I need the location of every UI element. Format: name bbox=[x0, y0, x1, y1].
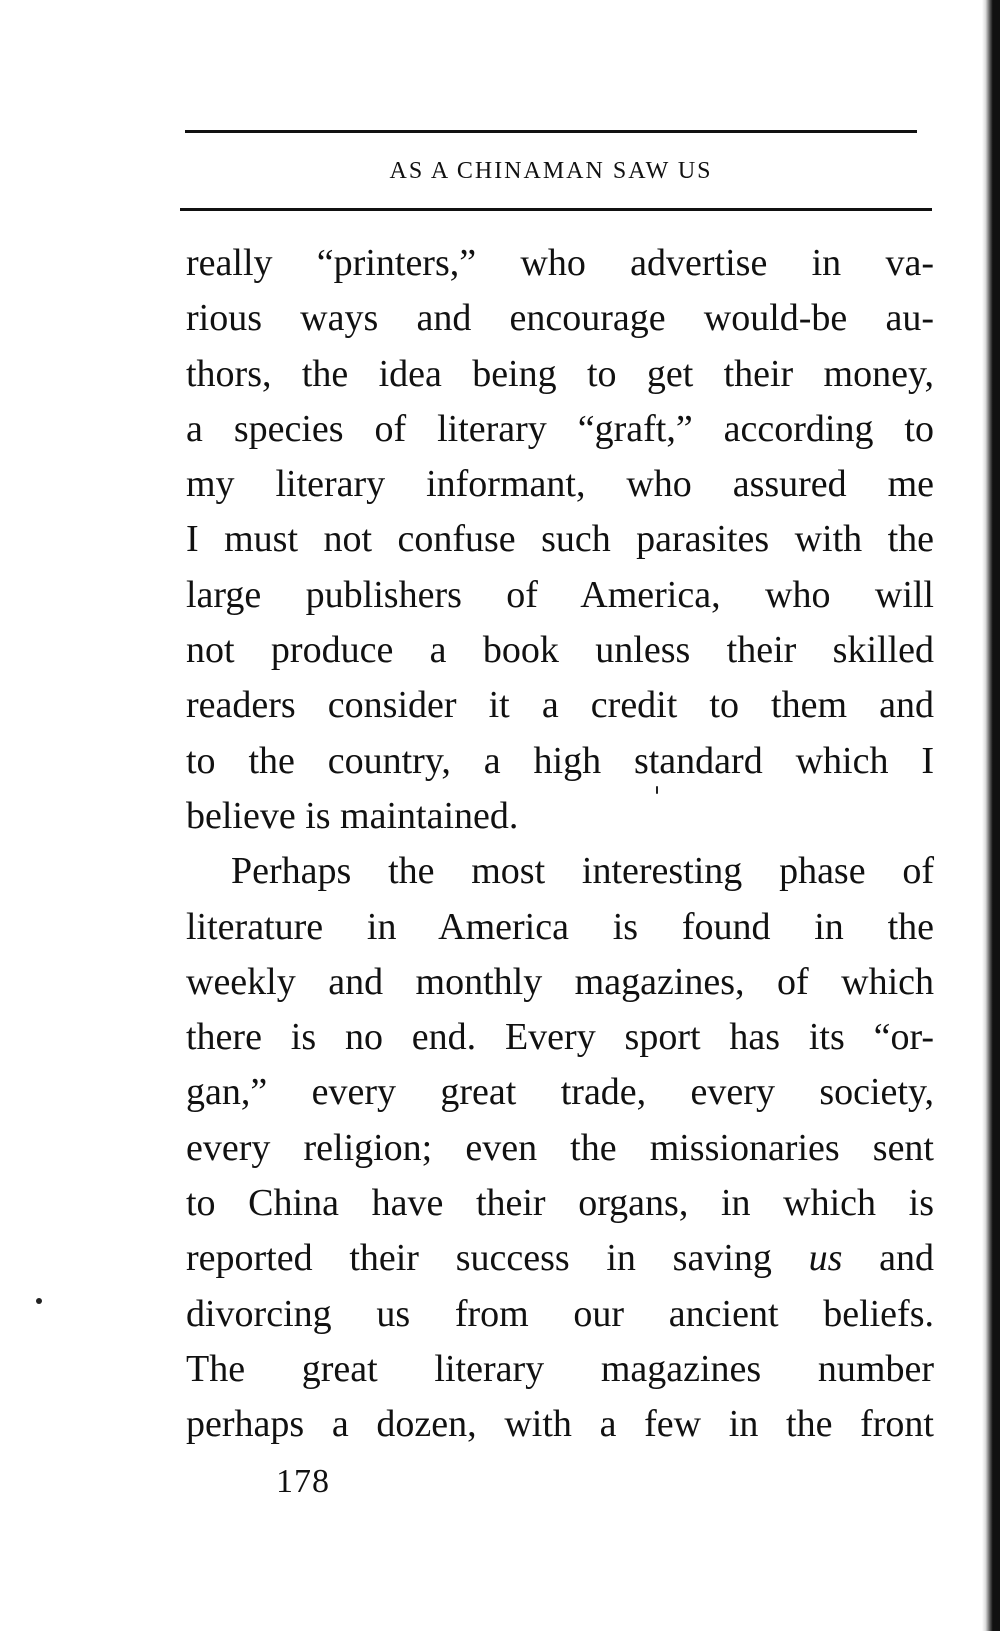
italic-word: us bbox=[808, 1237, 843, 1280]
italic-line-before: reported their success in saving bbox=[186, 1237, 809, 1280]
text-line: to China have their organs, in which is bbox=[186, 1182, 934, 1225]
text-line: divorcing us from our ancient beliefs. bbox=[186, 1292, 934, 1335]
text-line: not produce a book unless their skilled bbox=[186, 629, 934, 672]
text-line: really “printers,” who advertise in va- bbox=[186, 242, 934, 284]
scan-edge-shadow bbox=[982, 0, 1000, 1631]
text-line: I must not confuse such parasites with the bbox=[186, 518, 934, 561]
body-text bbox=[186, 236, 934, 1453]
text-line: my literary informant, who assured me bbox=[186, 463, 934, 506]
text-line: perhaps a dozen, with a few in the front bbox=[186, 1403, 934, 1446]
text-line: readers consider it a credit to them and bbox=[186, 684, 934, 727]
text-line: every religion; even the missionaries sent bbox=[186, 1126, 934, 1169]
text-line: to the country, a high standard which I bbox=[186, 739, 934, 782]
text-line: a species of literary “graft,” according to bbox=[186, 407, 934, 450]
paragraph-end-line: believe is maintained. bbox=[186, 794, 519, 837]
text-line: weekly and monthly magazines, of which bbox=[186, 960, 934, 1003]
text-line: gan,” every great trade, every society, bbox=[186, 1071, 934, 1114]
running-head: AS A CHINAMAN SAW US bbox=[389, 158, 713, 184]
text-line: rious ways and encourage would-be au- bbox=[186, 297, 934, 340]
text-line: large publishers of America, who will bbox=[186, 573, 934, 616]
italic-line-after: and bbox=[842, 1237, 934, 1280]
text-line: there is no end. Every sport has its “or- bbox=[186, 1016, 934, 1059]
text-line: The great literary magazines number bbox=[186, 1347, 934, 1390]
page-number: 178 bbox=[276, 1463, 330, 1500]
ink-speck bbox=[656, 786, 658, 794]
header-rule-top bbox=[185, 130, 917, 133]
header-rule-bottom bbox=[180, 208, 932, 211]
paragraph-start-line: Perhaps the most interesting phase of bbox=[231, 850, 934, 893]
text-line-with-italic bbox=[186, 1231, 934, 1286]
ink-speck bbox=[36, 1298, 42, 1304]
text-line: thors, the idea being to get their money, bbox=[186, 352, 934, 395]
text-line: literature in America is found in the bbox=[186, 905, 934, 948]
